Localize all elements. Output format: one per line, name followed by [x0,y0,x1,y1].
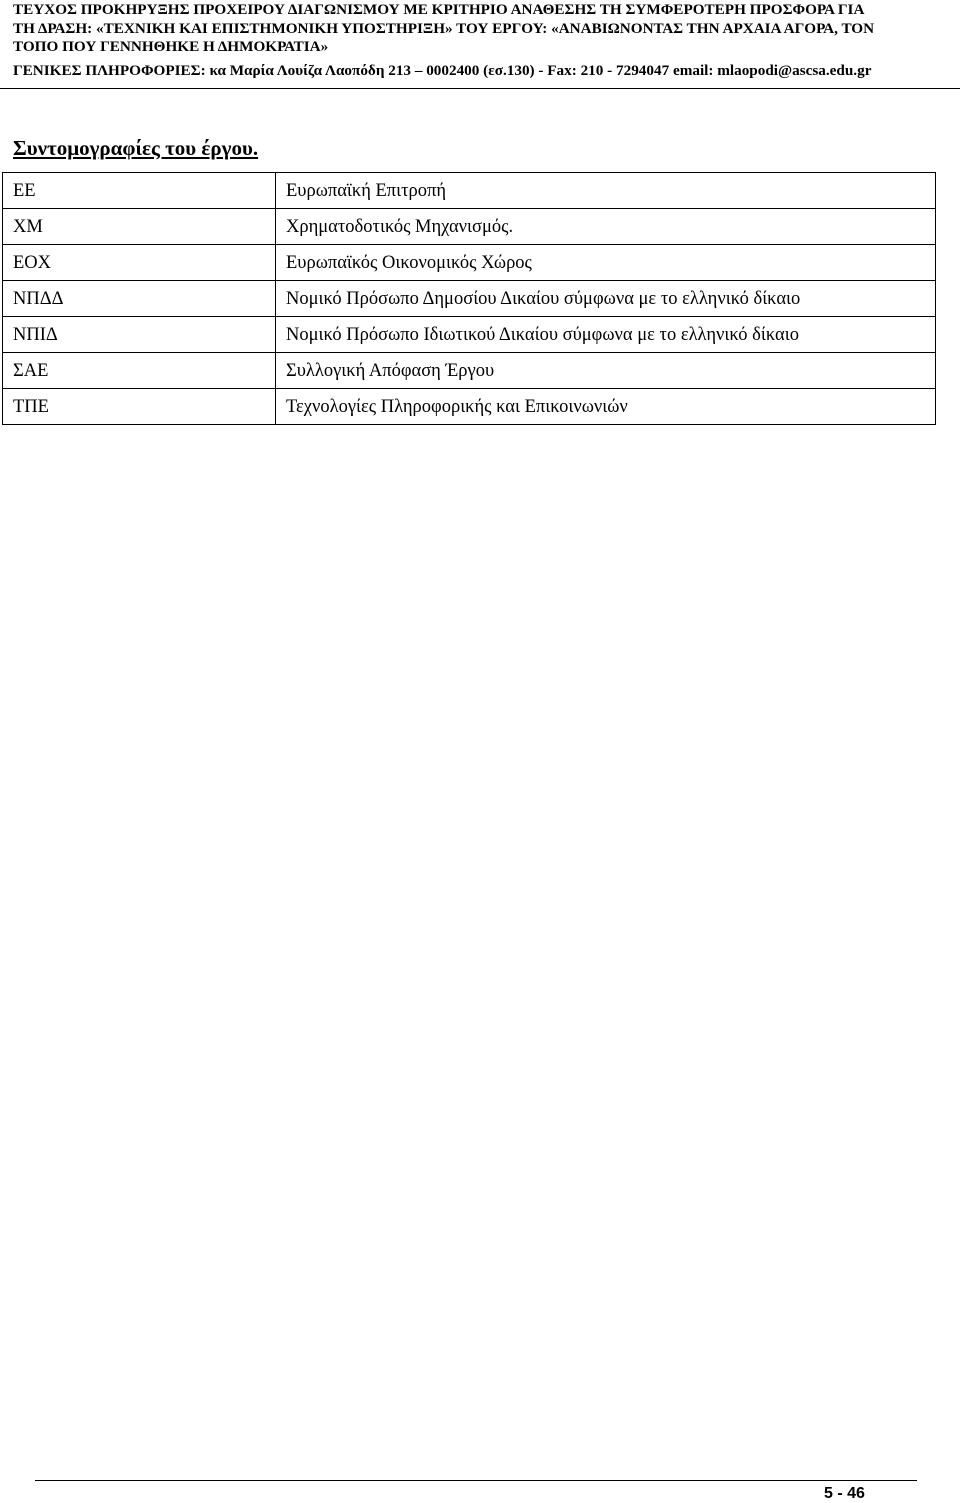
abbreviation-meaning: Νομικό Πρόσωπο Δημοσίου Δικαίου σύμφωνα με το ελληνικό δίκαιο [276,281,936,317]
abbreviation-meaning: Χρηματοδοτικός Μηχανισμός. [276,209,936,245]
abbreviation-code: ΕΟΧ [3,245,276,281]
footer-divider [35,1480,917,1481]
table-row [3,353,936,389]
abbreviation-code: ΣΑΕ [3,353,276,389]
table-row [3,209,936,245]
abbreviation-meaning: Ευρωπαϊκός Οικονομικός Χώρος [276,245,936,281]
abbreviation-code: ΧΜ [3,209,276,245]
document-header [0,0,960,92]
table-row [3,245,936,281]
header-title-line-1: ΤΕΥΧΟΣ ΠΡΟΚΗΡΥΞΗΣ ΠΡΟΧΕΙΡΟΥ ΔΙΑΓΩΝΙΣΜΟΥ ΜΕ ΚΡΙΤΗΡΙΟ ΑΝΑΘΕΣΗΣ ΤΗ ΣΥΜΦΕΡΟΤΕΡΗ ΠΡΟΣΦΟΡΑ ΓΙΑ [13,1,865,18]
table-row [3,173,936,209]
table-row [3,281,936,317]
header-contact-info: ΓΕΝΙΚΕΣ ΠΛΗΡΟΦΟΡΙΕΣ: κα Μαρία Λουίζα Λαοπόδη 213 – 0002400 (εσ.130) - Fax: 210 - 7294047 email: mlaopodi@ascsa.edu.gr [13,62,872,79]
abbreviation-meaning: Ευρωπαϊκή Επιτροπή [276,173,936,209]
header-divider [0,88,960,89]
abbreviation-code: ΤΠΕ [3,389,276,425]
abbreviations-table [2,172,936,425]
abbreviation-meaning: Συλλογική Απόφαση Έργου [276,353,936,389]
header-title-line-3: ΤΟΠΟ ΠΟΥ ΓΕΝΝΗΘΗΚΕ Η ΔΗΜΟΚΡΑΤΙΑ» [13,38,329,55]
page-number: 5 - 46 [824,1485,865,1502]
header-title-line-2: ΤΗ ΔΡΑΣΗ: «ΤΕΧΝΙΚΗ ΚΑΙ ΕΠΙΣΤΗΜΟΝΙΚΗ ΥΠΟΣΤΗΡΙΞΗ» ΤΟΥ ΕΡΓΟΥ: «ΑΝΑΒΙΩΝΟΝΤΑΣ ΤΗΝ ΑΡΧΑΙΑ ΑΓΟΡΑ, ΤΟΝ [13,20,875,37]
abbreviation-meaning: Τεχνολογίες Πληροφορικής και Επικοινωνιών [276,389,936,425]
abbreviation-code: ΝΠΔΔ [3,281,276,317]
abbreviation-code: ΕΕ [3,173,276,209]
abbreviation-code: ΝΠΙΔ [3,317,276,353]
table-row [3,317,936,353]
table-row [3,389,936,425]
section-title: Συντομογραφίες του έργου. [13,136,259,160]
abbreviation-meaning: Νομικό Πρόσωπο Ιδιωτικού Δικαίου σύμφωνα με το ελληνικό δίκαιο [276,317,936,353]
